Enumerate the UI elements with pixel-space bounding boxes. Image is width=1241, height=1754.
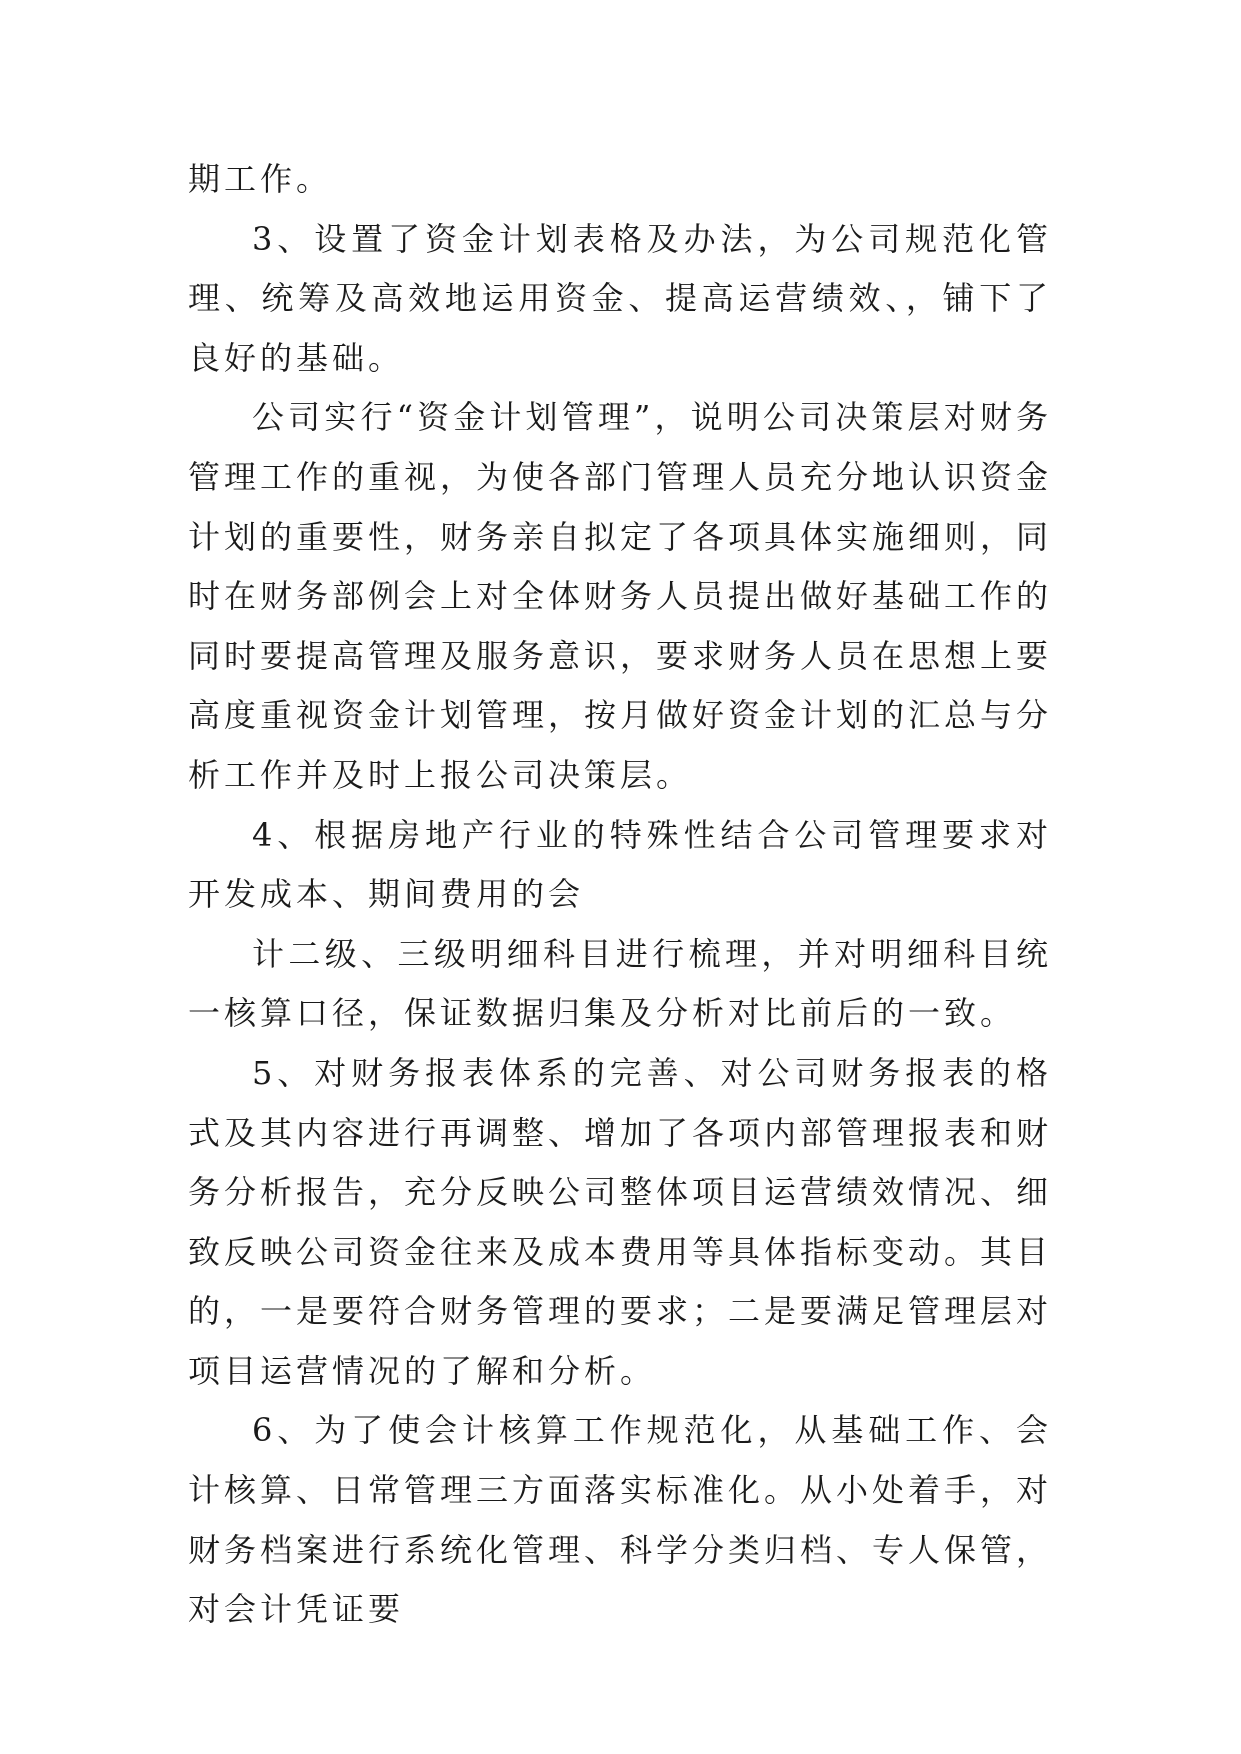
document-body [188,150,1052,1640]
paragraph-item-3: 3、设置了资金计划表格及办法，为公司规范化管理、统筹及高效地运用资金、提高运营绩效、，铺下了良好的基础。 [188,219,1052,377]
paragraph-item-6: 6、为了使会计核算工作规范化，从基础工作、会计核算、日常管理三方面落实标准化。从小处着手，对财务档案进行系统化管理、科学分类归档、专人保管，对会计凭证要 [188,1411,1053,1629]
paragraph-item-4: 4、根据房地产行业的特殊性结合公司管理要求对开发成本、期间费用的会 [188,815,1052,914]
paragraph-item-4-continued: 计二级、三级明细科目进行梳理，并对明细科目统一核算口径，保证数据归集及分析对比前后的一致。 [188,934,1052,1033]
paragraph-item-5: 5、对财务报表体系的完善、对公司财务报表的格式及其内容进行再调整、增加了各项内部管理报表和财务分析报告，充分反映公司整体项目运营绩效情况、细致反映公司资金往来及成本费用等具体指标变动。其目的，一是要符合财务管理的要求；二是要满足管理层对项目运营情况的了解和分析。 [188,1053,1053,1390]
paragraph-continuation: 期工作。 [188,160,333,198]
paragraph-fund-plan: 公司实行“资金计划管理”，说明公司决策层对财务管理工作的重视，为使各部门管理人员充分地认识资金计划的重要性，财务亲自拟定了各项具体实施细则，同时在财务部例会上对全体财务人员提出做好基础工作的同时要提高管理及服务意识，要求财务人员在思想上要高度重视资金计划管理，按月做好资金计划的汇总与分析工作并及时上报公司决策层。 [188,398,1053,794]
